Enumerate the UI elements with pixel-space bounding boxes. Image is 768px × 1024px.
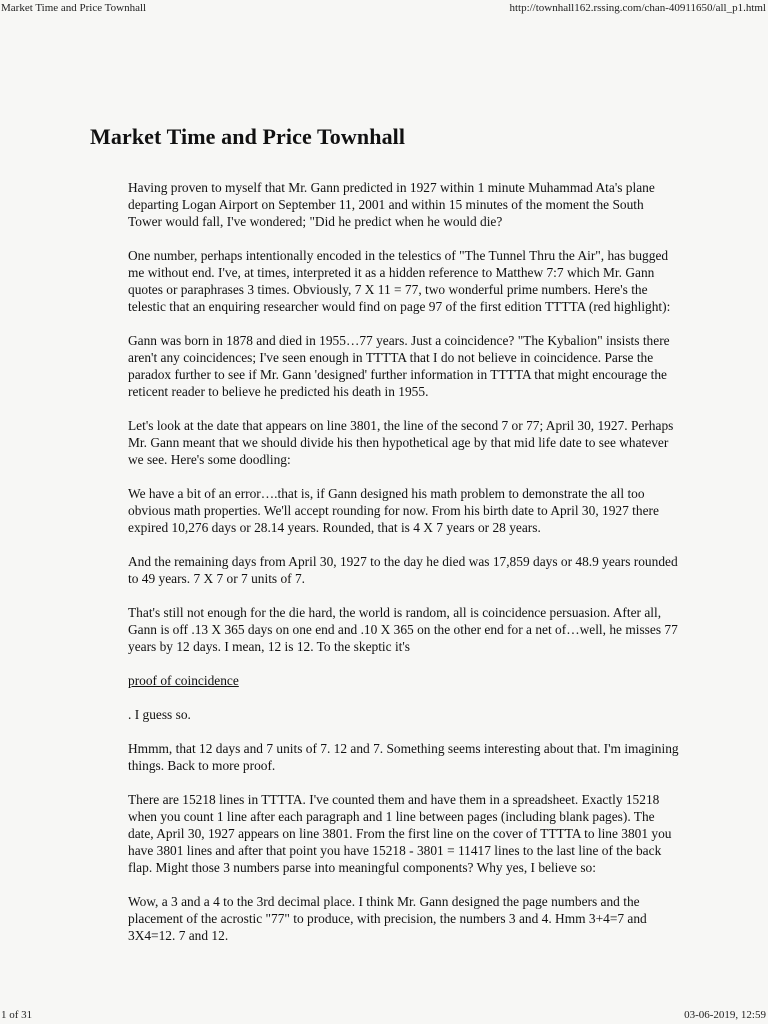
paragraph: There are 15218 lines in TTTTA. I've counted them and have them in a spreadsheet. Exactly 15218 when you count 1 line after each paragraph and 1 line between pages (including blank pages). The date, April 30, 1927 appears on line 3801. From the first line on the cover of TTTTA to line 3801 you have 3801 lines and after that point you have 15218 - 3801 = 11417 lines to the last line of the back flap. Might those 3 numbers parse into meaningful components? Why yes, I believe so: [128, 792, 672, 875]
proof-of-coincidence-link[interactable]: proof of coincidence [128, 673, 239, 688]
paragraph: Hmmm, that 12 days and 7 units of 7. 12 and 7. Something seems interesting about that. I'm imagining things. Back to more proof. [128, 741, 679, 773]
article-body [128, 179, 680, 961]
paragraph: And the remaining days from April 30, 1927 to the day he died was 17,859 days or 48.9 years rounded to 49 years. 7 X 7 or 7 units of 7. [128, 554, 678, 586]
print-header [0, 0, 768, 16]
paragraph: Gann was born in 1878 and died in 1955…77 years. Just a coincidence? "The Kybalion" insists there aren't any coincidences; I've seen enough in TTTTA that I do not believe in coincidence. Parse the paradox further to see if Mr. Gann 'designed' further information in TTTTA that might encourage the reticent reader to believe he predicted his death in 1955. [128, 333, 670, 399]
paragraph: Having proven to myself that Mr. Gann predicted in 1927 within 1 minute Muhammad Ata's plane departing Logan Airport on September 11, 2001 and within 15 minutes of the moment the South Tower would fall, I've wondered; "Did he predict when he would die? [128, 180, 655, 229]
page-number: 1 of 31 [1, 1009, 33, 1021]
paragraph: We have a bit of an error….that is, if Gann designed his math problem to demonstrate the all too obvious math properties. We'll accept rounding for now. From his birth date to April 30, 1927 there expired 10,276 days or 28.14 years. Rounded, that is 4 X 7 years or 28 years. [128, 486, 659, 535]
paragraph: . I guess so. [128, 707, 191, 722]
header-page-title: Market Time and Price Townhall [1, 2, 147, 14]
header-url[interactable]: http://townhall162.rssing.com/chan-40911650/all_p1.html [509, 2, 766, 14]
page-title: Market Time and Price Townhall [90, 124, 406, 149]
paragraph: That's still not enough for the die hard, the world is random, all is coincidence persuasion. After all, Gann is off .13 X 365 days on one end and .10 X 365 on the other end for a net of…well, he misses 77 years by 12 days. I mean, 12 is 12. To the skeptic it's [128, 605, 678, 654]
print-timestamp: 03-06-2019, 12:59 [684, 1009, 766, 1021]
print-footer [0, 1006, 768, 1024]
paragraph: Wow, a 3 and a 4 to the 3rd decimal place. I think Mr. Gann designed the page numbers and the placement of the acrostic "77" to produce, with precision, the numbers 3 and 4. Hmm 3+4=7 and 3X4=12. 7 and 12. [128, 894, 647, 943]
paragraph: Let's look at the date that appears on line 3801, the line of the second 7 or 77; April 30, 1927. Perhaps Mr. Gann meant that we should divide his then hypothetical age by that mid life date to see whatever we see. Here's some doodling: [128, 418, 674, 467]
paragraph: One number, perhaps intentionally encoded in the telestics of "The Tunnel Thru the Air", has bugged me without end. I've, at times, interpreted it as a hidden reference to Matthew 7:7 which Mr. Gann quotes or paraphrases 3 times. Obviously, 7 X 11 = 77, two wonderful prime numbers. Here's the telestic that an enquiring researcher would find on page 97 of the first edition TTTTA (red highlight): [128, 248, 671, 314]
